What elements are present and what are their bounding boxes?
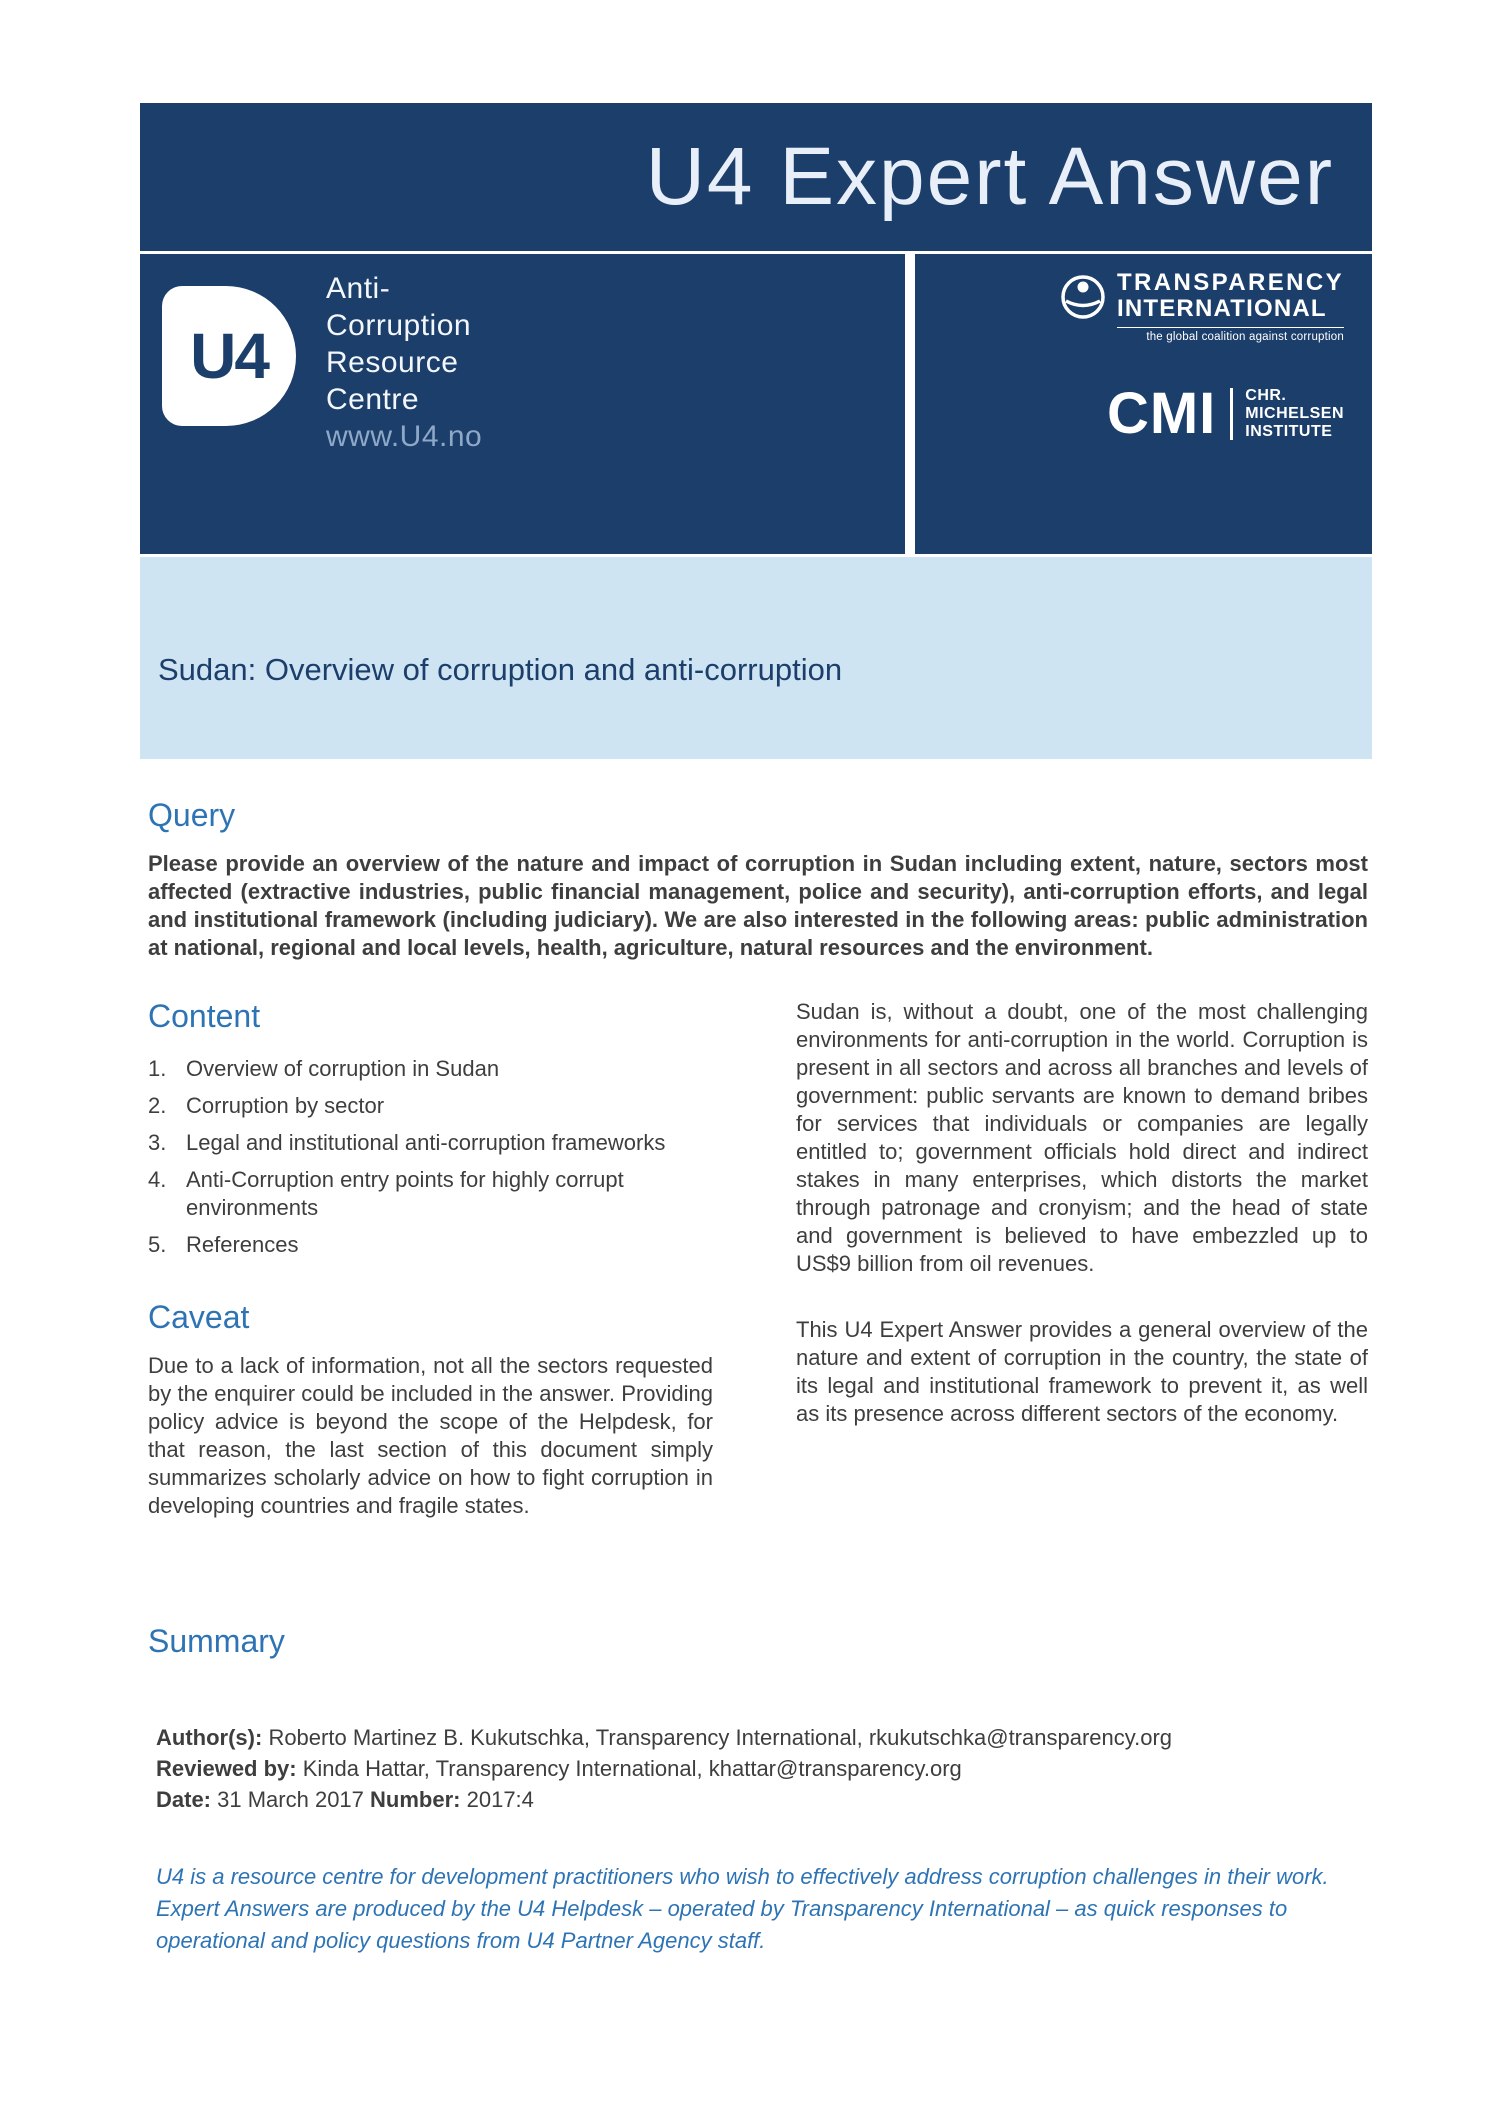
list-item-number: 5. — [148, 1232, 167, 1257]
u4-organisation-name — [326, 268, 482, 554]
query-text: Please provide an overview of the nature and impact of corruption in Sudan including extent, nature, sectors most affected (extractive industries, public financial management, police and security), anti-corruption efforts, and legal and institutional framework (including judiciary). We are also interested in the following areas: public administration at national, regional and local levels, health, agriculture, natural resources and the environment. — [148, 851, 1368, 960]
query-heading: Query — [148, 797, 236, 833]
list-item-text: Overview of corruption in Sudan — [186, 1056, 500, 1081]
document-title: Sudan: Overview of corruption and anti-corruption — [158, 652, 843, 687]
list-item-text: Anti-Corruption entry points for highly corrupt environments — [186, 1167, 624, 1220]
intro-paragraph-2: This U4 Expert Answer provides a general overview of the nature and extent of corruption in the country, the state of its legal and institutional framework to prevent it, as well as its presence across different sectors of the economy. — [796, 1317, 1368, 1426]
left-column — [148, 998, 713, 1520]
content-list — [148, 1055, 713, 1259]
u4-url: www.U4.no — [326, 420, 483, 453]
list-item-text: Legal and institutional anti-corruption frameworks — [186, 1130, 666, 1155]
logo-row — [140, 254, 1372, 554]
cmi-divider — [1230, 388, 1233, 440]
ti-name-line: INTERNATIONAL — [1116, 295, 1327, 322]
transparency-international-icon — [1059, 273, 1107, 326]
partner-logos-block — [915, 254, 1372, 554]
header-banner — [140, 103, 1372, 251]
list-item-number: 2. — [148, 1093, 167, 1118]
footer-note: U4 is a resource centre for development practitioners who wish to effectively address corruption challenges in their work. Expert Answers are produced by the U4 Helpdesk – operated by Transparency International – as quick responses to operational and policy questions from U4 Partner Agency staff. — [156, 1864, 1329, 1953]
cmi-monogram: CMI — [1106, 381, 1217, 446]
transparency-international-name — [1117, 270, 1344, 343]
u4-monogram: U4 — [190, 320, 268, 392]
cmi-institute-name — [1245, 387, 1344, 441]
list-item-text: Corruption by sector — [186, 1093, 385, 1118]
number-value: 2017:4 — [466, 1787, 534, 1812]
title-band — [140, 557, 1372, 759]
content-heading: Content — [148, 998, 261, 1034]
cmi-logo — [1106, 381, 1344, 446]
author-value: Roberto Martinez B. Kukutschka, Transparency International, rkukutschka@transparency.org — [268, 1725, 1173, 1750]
date-line — [156, 1784, 1368, 1815]
caveat-heading: Caveat — [148, 1299, 250, 1335]
list-item-number: 1. — [148, 1056, 167, 1081]
list-item-number: 4. — [148, 1167, 167, 1192]
date-value: 31 March 2017 — [217, 1787, 364, 1812]
cmi-name-line: INSTITUTE — [1245, 423, 1333, 440]
author-block — [148, 1722, 1368, 1815]
banner-title: U4 Expert Answer — [645, 131, 1334, 222]
u4-name-line: Anti- — [326, 272, 391, 305]
author-line — [156, 1722, 1368, 1753]
right-column — [796, 998, 1368, 1520]
u4-logo-block — [140, 254, 905, 554]
list-item — [148, 1231, 713, 1259]
transparency-international-logo — [1059, 270, 1344, 343]
date-label: Date: — [156, 1787, 212, 1812]
list-item — [148, 1129, 713, 1157]
cmi-name-line: CHR. — [1245, 387, 1287, 404]
list-item — [148, 1092, 713, 1120]
list-item — [148, 1055, 713, 1083]
number-label: Number: — [370, 1787, 461, 1812]
u4-name-line: Centre — [326, 383, 420, 416]
summary-heading: Summary — [148, 1623, 285, 1659]
u4-name-line: Corruption — [326, 309, 472, 342]
reviewed-label: Reviewed by: — [156, 1756, 297, 1781]
u4-name-line: Resource — [326, 346, 459, 379]
list-item-text: References — [186, 1232, 299, 1257]
ti-name-line: TRANSPARENCY — [1116, 269, 1344, 296]
reviewed-line — [156, 1753, 1368, 1784]
list-item — [148, 1166, 713, 1222]
ti-tagline: the global coalition against corruption — [1117, 327, 1344, 343]
caveat-text: Due to a lack of information, not all the sectors requested by the enquirer could be included in the answer. Providing policy advice is beyond the scope of the Helpdesk, for that reason, the last section of this document simply summarizes scholarly advice on how to fight corruption in developing countries and fragile states. — [148, 1353, 713, 1518]
author-label: Author(s): — [156, 1725, 263, 1750]
reviewed-value: Kinda Hattar, Transparency International, khattar@transparency.org — [302, 1756, 962, 1781]
document-body — [140, 797, 1372, 1957]
list-item-number: 3. — [148, 1130, 167, 1155]
intro-paragraph-1: Sudan is, without a doubt, one of the most challenging environments for anti-corruption in the world. Corruption is present in all sectors and across all branches and levels of government: public servants are known to demand bribes for services that individuals or companies are legally entitled to; government officials hold direct and indirect stakes in many enterprises, which distorts the market through patronage and cronyism; and the head of state and government is believed to have embezzled up to US$9 billion from oil revenues. — [796, 999, 1368, 1276]
two-column-layout — [148, 998, 1368, 1520]
u4-logo — [162, 286, 296, 426]
cmi-name-line: MICHELSEN — [1245, 405, 1344, 422]
